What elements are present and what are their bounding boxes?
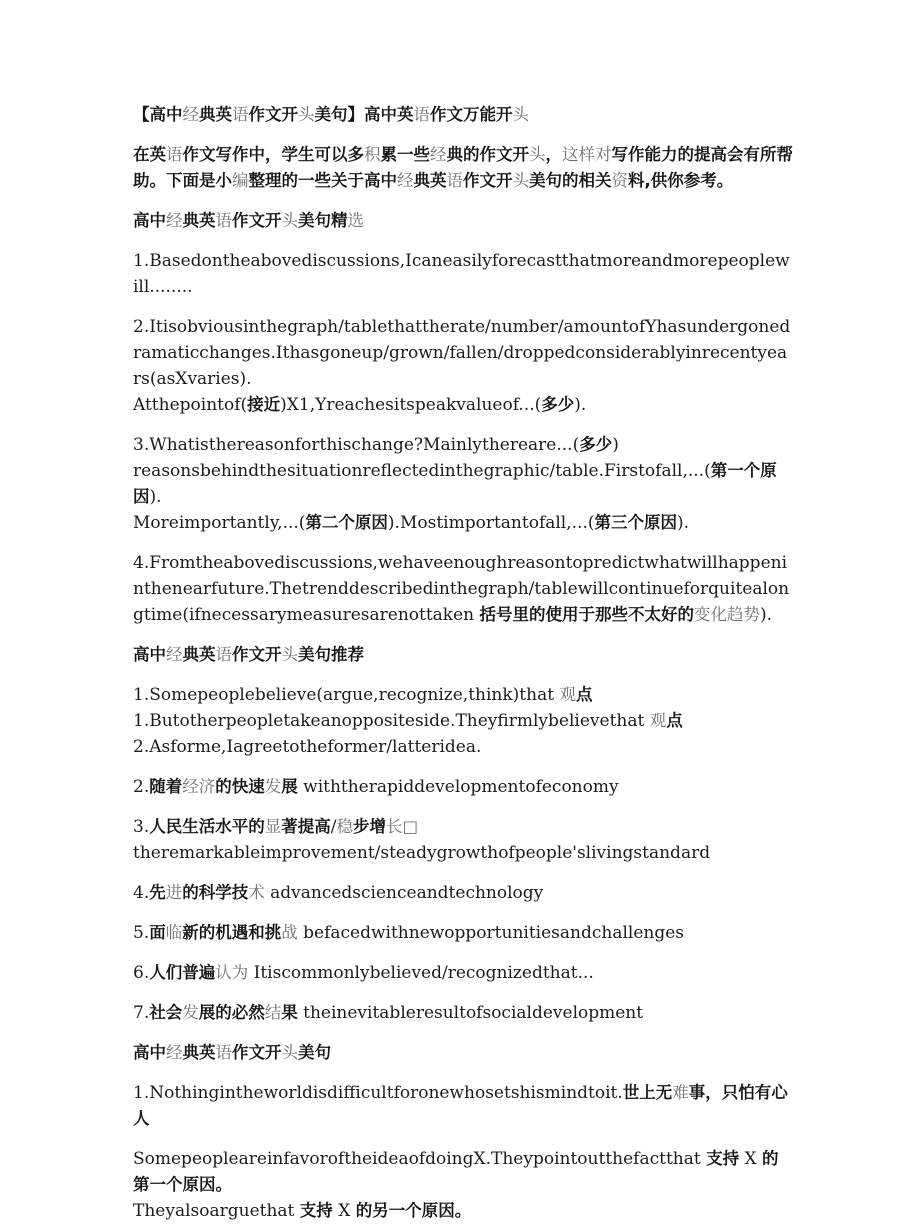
text-run: 人民生活水平的 (149, 817, 265, 836)
text-run: 语 (215, 645, 232, 664)
selected-item-4 (133, 550, 793, 628)
text-run: 写作能力的提高会有所帮助。下面是小 (133, 145, 793, 190)
text-run: 高中 (133, 645, 166, 664)
text-run: ). (149, 487, 162, 507)
text-run: 美句精 (298, 211, 348, 230)
text-run: 头 (281, 211, 298, 230)
text-run: SomepeopleareinfavoroftheideaofdoingX.Theypointoutthefactthat (133, 1149, 707, 1169)
text-run: 第二个原因 (305, 513, 388, 532)
recommended-item-4 (133, 880, 793, 906)
section-heading-selected (133, 208, 793, 234)
text-run: Moreimportantly,...( (133, 513, 306, 533)
text-run: 的快速 (215, 777, 265, 796)
text-run: 结 (264, 1003, 282, 1022)
selected-item-1 (133, 248, 793, 300)
text-run: 1.Somepeoplebelieve(argue,recognize,think)that (133, 685, 560, 705)
text-run: 典英 (199, 105, 232, 124)
text-run: Itiscommonlybelieved/recognizedthat... (248, 963, 594, 983)
text-run: 多少 (579, 435, 613, 454)
text-run: 作文写作中，学生可以多 (182, 145, 364, 164)
text-run: 经 (166, 211, 183, 230)
text-run: 典英 (182, 211, 216, 230)
text-run: 选 (347, 211, 364, 230)
text-run: 3.Whatisthereasonforthischange?Mainlythereare...( (133, 435, 580, 455)
text-run: X (739, 1149, 763, 1169)
text-run: 语 (215, 211, 232, 230)
text-run: 点 (575, 685, 593, 704)
text-run: theremarkableimprovement/steadygrowthofpeople'slivingstandard (133, 843, 711, 863)
text-run: 世上无 (622, 1083, 673, 1102)
intro-paragraph (133, 142, 793, 194)
text-run: 2. (133, 777, 150, 797)
text-run: 括号里的使用于那些不太好的 (479, 605, 695, 624)
text-run: 著提高 (281, 817, 331, 836)
text-run: 【高中 (133, 105, 183, 124)
text-run: 发 (264, 777, 282, 796)
text-run: 点 (666, 711, 683, 730)
text-run: 多少 (541, 395, 575, 414)
text-run: 长□ (385, 817, 419, 836)
text-run: 典英 (413, 171, 447, 190)
text-run: theinevitableresultofsocialdevelopment (297, 1003, 644, 1023)
text-run: 经 (166, 1043, 183, 1062)
text-run: 编 (232, 171, 249, 190)
text-run: 1.Basedontheabovediscussions,Icaneasilyforecastthatmoreandmorepeoplewill........ (133, 251, 790, 297)
text-run: 头 (281, 645, 298, 664)
text-run: 支持 (299, 1201, 333, 1220)
text-run: 6. (133, 963, 150, 983)
text-run: reasonsbehindthesituationreflectedinthegraphic/table.Firstofall,...( (133, 461, 711, 481)
text-run: 7. (133, 1003, 150, 1023)
recommended-item-1 (133, 682, 793, 760)
text-run: 积 (364, 145, 381, 164)
recommended-item-6 (133, 960, 793, 986)
text-run: 随着 (149, 777, 183, 796)
text-run: 语 (166, 145, 183, 164)
text-run: 4.Fromtheabovediscussions,wehaveenoughreasontopredictwhatwillhappeninthenearfuture.Thetrenddescribedinthegraph/tablewillcontinueforquitealongtime(ifnecessarymeasuresarenottaken (133, 553, 790, 625)
text-run: 第三个原因 (594, 513, 677, 532)
text-run: 作文开 (248, 105, 298, 124)
text-run: 头 (529, 145, 546, 164)
text-run: 典英 (182, 645, 216, 664)
text-run: 的科学技 (182, 883, 249, 902)
text-run: 1.Nothingintheworldisdifficultforonewhosetshismindtoit. (133, 1083, 623, 1103)
recommended-item-5 (133, 920, 793, 946)
text-run: 高中 (133, 211, 166, 230)
text-run: 语 (446, 171, 463, 190)
text-run: 料,供你参考。 (628, 171, 734, 190)
text-run: 美句 (298, 1043, 331, 1062)
text-run: 发 (182, 1003, 199, 1022)
text-run: 先 (149, 883, 166, 902)
text-run: 2.Itisobviousinthegraph/tablethattherate/number/amountofYhasundergonedramaticchanges.Ithasgoneup/grown/fallen/droppedconsiderablyinrecentyears(asXvaries). (133, 317, 791, 389)
text-run: 显 (264, 817, 282, 836)
text-run: 的第一个原因。 (133, 1149, 779, 1194)
text-run: 美句推荐 (298, 645, 364, 664)
text-run: 语 (215, 1043, 232, 1062)
recommended-item-3 (133, 814, 793, 866)
text-run: 4. (133, 883, 150, 903)
doc-title (133, 102, 793, 128)
text-run: advancedscienceandtechnology (264, 883, 544, 903)
text-run: 2.Asforme,Iagreetotheformer/latteridea. (133, 737, 482, 757)
text-run: 经 (430, 145, 447, 164)
text-run: 作文万能开 (430, 105, 513, 124)
text-run: 展 (281, 777, 298, 796)
text-run: / (330, 817, 337, 837)
text-run: X (332, 1201, 356, 1221)
text-run: 在英 (133, 145, 166, 164)
recommended-item-7 (133, 1000, 793, 1026)
selected-item-3 (133, 432, 793, 536)
text-run: 3. (133, 817, 150, 837)
text-run: 5. (133, 923, 150, 943)
text-run: 经 (182, 105, 199, 124)
text-run: 头 (512, 171, 529, 190)
text-run: 进 (165, 883, 183, 902)
sentence-item-1 (133, 1080, 793, 1132)
text-run: 1.Butotherpeopletakeanoppositeside.Theyfirmlybelievethat (133, 711, 650, 731)
section-heading-recommended (133, 642, 793, 668)
text-run: 语 (413, 105, 430, 124)
text-run: 头 (298, 105, 315, 124)
text-run: 典的作文开 (446, 145, 529, 164)
text-run: 美句】高中英 (314, 105, 414, 124)
text-run: 战 (281, 923, 298, 942)
text-run: ). (760, 605, 773, 625)
text-run: 步增 (352, 817, 386, 836)
document-content (133, 102, 793, 1224)
text-run: 的另一个原因。 (355, 1201, 472, 1220)
text-run: 展的必然 (198, 1003, 265, 1022)
text-run: 观 (649, 711, 667, 730)
text-run: ). (677, 513, 690, 533)
text-run: 人们普遍 (149, 963, 216, 982)
text-run: befacedwithnewopportunitiesandchallenges (297, 923, 685, 943)
text-run: 资 (611, 171, 628, 190)
text-run: 美句的相关 (529, 171, 612, 190)
text-run: 接近 (247, 395, 281, 414)
text-run: 临 (165, 923, 183, 942)
text-run: 头 (281, 1043, 298, 1062)
text-run: 作文开 (232, 645, 282, 664)
text-run: 经 (166, 645, 183, 664)
text-run: 第一个原因 (133, 461, 777, 506)
text-run: ).Mostimportantofall,...( (387, 513, 595, 533)
text-run: ). (574, 395, 587, 415)
section-heading-sentences (133, 1040, 793, 1066)
text-run: ， (545, 145, 562, 164)
text-run: 作文开 (463, 171, 513, 190)
text-run: 这样对 (562, 145, 612, 164)
text-run: 新的机遇和挑 (182, 923, 282, 942)
text-run: 观 (559, 685, 576, 704)
text-run: 作文开 (232, 1043, 282, 1062)
text-run: 支持 (706, 1149, 740, 1168)
text-run: Atthepointof( (133, 395, 248, 415)
text-run: 经 (397, 171, 414, 190)
text-run: 语 (232, 105, 249, 124)
text-run: 典英 (182, 1043, 216, 1062)
text-run: 高中 (133, 1043, 166, 1062)
text-run: 面 (149, 923, 166, 942)
text-run: 稳 (336, 817, 353, 836)
text-run: 术 (248, 883, 265, 902)
closing-paragraph (133, 1146, 793, 1224)
recommended-item-2 (133, 774, 793, 800)
text-run: 认为 (215, 963, 249, 982)
text-run: Theyalsoarguethat (133, 1201, 300, 1221)
text-run: 整理的一些关于高中 (248, 171, 397, 190)
text-run: 累一些 (380, 145, 430, 164)
text-run: )X1,Yreachesitspeakvalueof...( (280, 395, 542, 415)
text-run: 变化趋势 (694, 605, 761, 624)
text-run: 事，只怕有心人 (133, 1083, 788, 1128)
text-run: 果 (281, 1003, 298, 1022)
text-run: 难 (672, 1083, 689, 1102)
text-run: 作文开 (232, 211, 282, 230)
text-run: withtherapiddevelopmentofeconomy (297, 777, 619, 797)
text-run: 社会 (149, 1003, 183, 1022)
text-run: ) (612, 435, 619, 455)
selected-item-2 (133, 314, 793, 418)
text-run: 经济 (182, 777, 216, 796)
text-run: 头 (512, 105, 529, 124)
